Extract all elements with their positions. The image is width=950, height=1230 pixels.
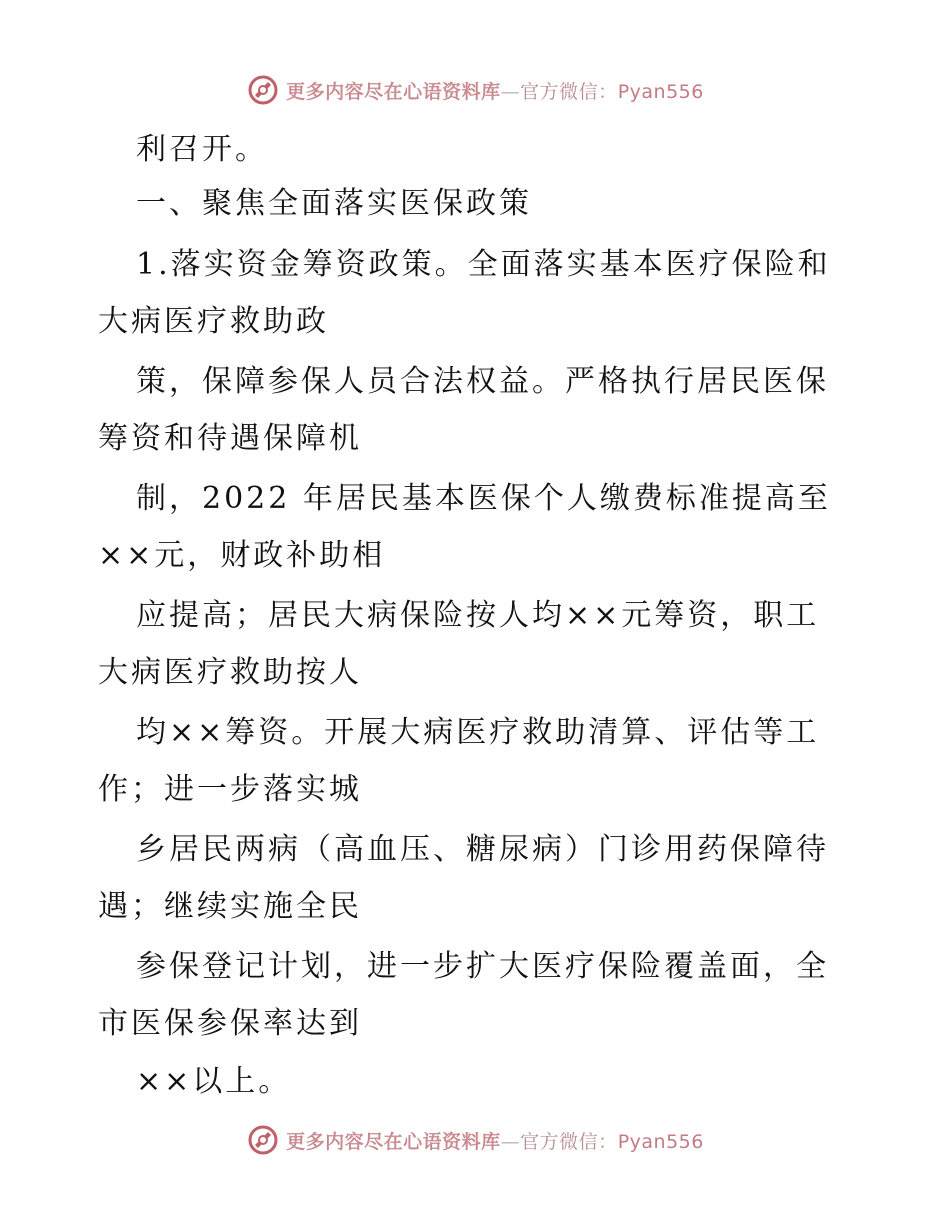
watermark-id: Pyan556: [617, 1130, 704, 1153]
body-line: 市医保参保率达到: [98, 1006, 362, 1041]
watermark-label: 官方微信：: [520, 80, 618, 103]
body-line: 应提高；居民大病保险按人均××元筹资，职工: [136, 598, 820, 633]
body-line: ××以上。: [136, 1064, 292, 1099]
body-line: 大病医疗救助按人: [98, 655, 362, 690]
watermark-id: Pyan556: [617, 80, 704, 103]
body-line: 作；进一步落实城: [98, 772, 362, 807]
watermark-dash: —: [500, 1130, 521, 1153]
body-line: 策，保障参保人员合法权益。严格执行居民医保: [136, 364, 829, 399]
body-line: 1.落实资金筹资政策。全面落实基本医疗保险和: [136, 247, 831, 282]
watermark-footer: [0, 1120, 950, 1160]
body-line: 遇；继续实施全民: [98, 889, 362, 924]
watermark-brand: 更多内容尽在心语资料库: [286, 1130, 501, 1153]
watermark-label: 官方微信：: [520, 1130, 618, 1153]
body-line: 利召开。: [136, 132, 268, 167]
body-line: 均××筹资。开展大病医疗救助清算、评估等工: [136, 715, 820, 750]
watermark-dash: —: [500, 80, 521, 103]
body-line: ××元，财政补助相: [98, 538, 386, 573]
body-line: 参保登记计划，进一步扩大医疗保险覆盖面，全: [136, 949, 829, 984]
brand-logo-icon: [246, 1123, 280, 1157]
watermark-brand: 更多内容尽在心语资料库: [286, 80, 501, 103]
body-line: 筹资和待遇保障机: [98, 421, 362, 456]
body-line: 制，2022 年居民基本医保个人缴费标准提高至: [136, 481, 831, 516]
body-line: 大病医疗救助政: [98, 304, 329, 339]
body-line: 乡居民两病（高血压、糖尿病）门诊用药保障待: [136, 832, 829, 867]
section-heading: 一、聚焦全面落实医保政策: [136, 186, 532, 221]
